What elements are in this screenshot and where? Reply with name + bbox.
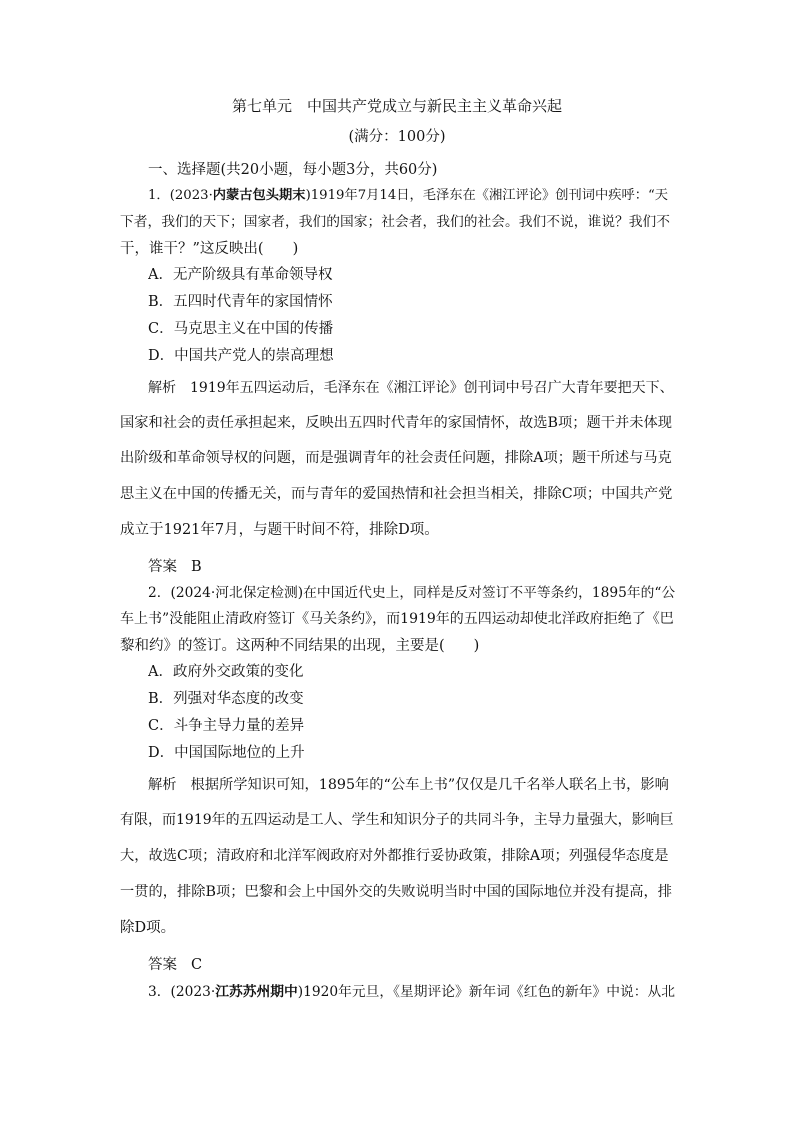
section-heading: 一、选择题(共20小题，每小题3分，共60分) xyxy=(148,162,438,178)
answer-label: 答案 xyxy=(148,559,177,575)
q2-stem-line-2: 车上书”没能阻止清政府签订《马关条约》，而1919年的五四运动却使北洋政府拒绝了《巴 xyxy=(120,611,674,627)
analysis-label: 解析 xyxy=(148,380,176,396)
q1-stem-line-1: 1．(2023·内蒙古包头期末)1919年7月14日，毛泽东在《湘江评论》创刊词中疾呼：“天 xyxy=(148,188,669,203)
q2-option-b: B．列强对华态度的改变 xyxy=(148,691,304,707)
q2-analysis-line-2: 有限，而1919年的五四运动是工人、学生和知识分子的共同斗争，主导力量强大，影响巨 xyxy=(120,812,674,828)
q1-stem-line-2: 下者，我们的天下；国家者，我们的国家；社会者，我们的社会。我们不说，谁说？我们不 xyxy=(120,214,671,230)
q2-answer: 答案 C xyxy=(148,957,203,973)
analysis-label: 解析 xyxy=(148,777,177,793)
q1-analysis-line-5: 成立于1921年7月，与题干时间不符，排除D项。 xyxy=(120,522,439,538)
q2-stem-line-3: 黎和约》的签订。这两种不同结果的出现，主要是( ) xyxy=(120,638,480,654)
q1-option-d: D．中国共产党人的崇高理想 xyxy=(148,348,334,364)
q2-option-d: D．中国国际地位的上升 xyxy=(148,745,305,761)
q2-analysis-line-4: 一贯的，排除B项；巴黎和会上中国外交的失败说明当时中国的国际地位并没有提高，排 xyxy=(120,884,672,900)
q2-option-a: A．政府外交政策的变化 xyxy=(148,664,304,680)
q1-source-place: 内蒙古包头期末 xyxy=(212,188,306,203)
q1-analysis-line-3: 出阶级和革命领导权的问题，而是强调青年的社会责任问题，排除A项；题干所述与马克 xyxy=(120,450,672,466)
q2-analysis-line-1: 解析 根据所学知识可知，1895年的“公车上书”仅仅是几千名举人联名上书，影响 xyxy=(148,777,669,793)
answer-label: 答案 xyxy=(148,957,177,973)
q2-analysis-line-3: 大，故选C项；清政府和北洋军阀政府对外都推行妥协政策，排除A项；列强侵华态度是 xyxy=(120,848,669,864)
q1-analysis-line-2: 国家和社会的责任承担起来，反映出五四时代青年的家国情怀，故选B项；题干并未体现 xyxy=(120,415,672,431)
q2-stem-line-1: 2．(2024·河北保定检测)在中国近代史上，同样是反对签订不平等条约，1895年的“公 xyxy=(148,585,675,601)
q3-stem-line-1: 3．(2023·江苏苏州期中)1920年元旦，《星期评论》新年词《红色的新年》中说：从北 xyxy=(148,984,675,1000)
q1-option-b: B．五四时代青年的家国情怀 xyxy=(148,294,333,310)
page-title: 第七单元 中国共产党成立与新民主主义革命兴起 xyxy=(231,97,562,115)
q1-answer: 答案 B xyxy=(148,559,202,575)
q1-analysis-line-4: 思主义在中国的传播无关，而与青年的爱国热情和社会担当相关，排除C项；中国共产党 xyxy=(120,486,673,502)
q1-stem-line-3: 干，谁干？”这反映出( ) xyxy=(120,241,299,257)
q2-analysis-line-5: 除D项。 xyxy=(120,920,176,936)
q1-option-c: C．马克思主义在中国的传播 xyxy=(148,321,334,337)
q3-source-place: 江苏苏州期中 xyxy=(215,984,298,1000)
q1-analysis-line-1: 解析 1919年五四运动后，毛泽东在《湘江评论》创刊词中号召广大青年要把天下、 xyxy=(148,380,674,396)
page-subtitle: (满分：100分) xyxy=(348,129,446,145)
q1-option-a: A．无产阶级具有革命领导权 xyxy=(148,267,333,283)
q2-option-c: C．斗争主导力量的差异 xyxy=(148,718,305,734)
